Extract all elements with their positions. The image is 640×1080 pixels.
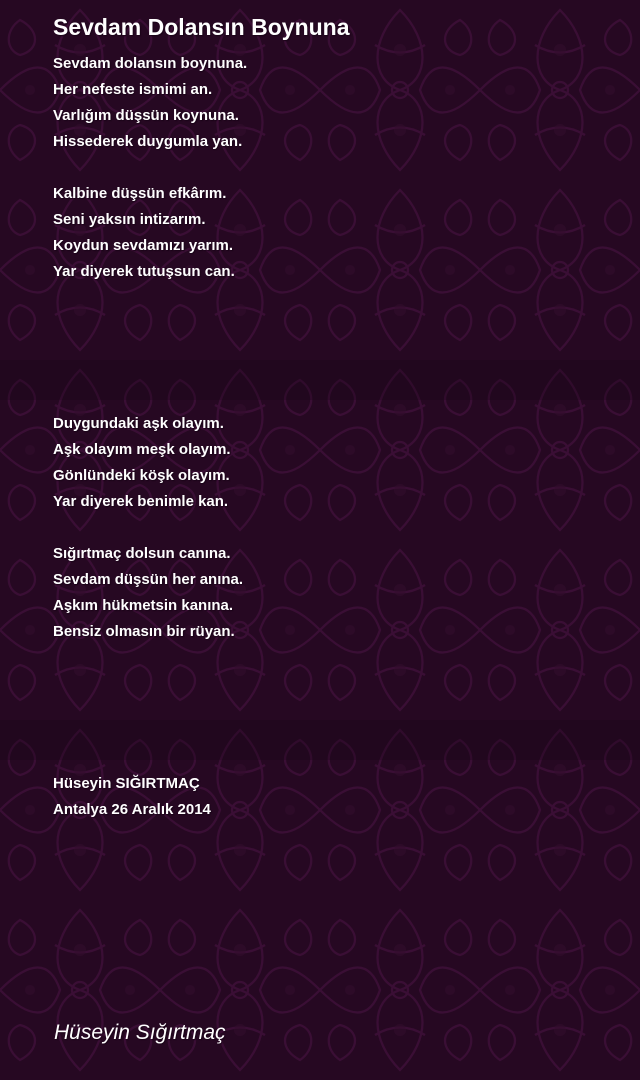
pattern-band-2 [0,720,640,760]
poem-line: Yar diyerek tutuşsun can. [53,263,235,280]
poem-line: Sevdam düşsün her anına. [53,571,244,588]
poem-line: Sığırtmaç dolsun canına. [53,545,231,562]
poem-line: Kalbine düşsün efkârım. [53,185,227,202]
poem-line: Sevdam dolansın boynuna. [53,55,248,72]
stanza-2 [53,181,235,285]
poem-signature [53,771,211,823]
stanza-3 [53,411,231,515]
poem-line: Yar diyerek benimle kan. [53,493,229,510]
stanza-4 [53,541,243,645]
signature-place-date: Antalya 26 Aralık 2014 [53,801,211,818]
poem-title: Sevdam Dolansın Boynuna [53,14,350,40]
signature-name: Hüseyin SIĞIRTMAÇ [53,775,200,792]
poem-line: Aşk olayım meşk olayım. [53,441,231,458]
poem-line: Aşkım hükmetsin kanına. [53,597,234,614]
poem-line: Hissederek duygumla yan. [53,133,243,150]
poem-line: Bensiz olmasın bir rüyan. [53,623,235,640]
poem-line: Her nefeste ismimi an. [53,81,213,98]
poem-line: Gönlündeki köşk olayım. [53,467,230,484]
stanza-1 [53,51,247,155]
poem-line: Seni yaksın intizarım. [53,211,206,228]
poem-line: Koydun sevdamızı yarım. [53,237,234,254]
poem-line: Duygundaki aşk olayım. [53,415,224,432]
author-footer: Hüseyin Sığırtmaç [54,1021,226,1044]
poem-line: Varlığım düşsün koynuna. [53,107,239,124]
pattern-band-1 [0,360,640,400]
